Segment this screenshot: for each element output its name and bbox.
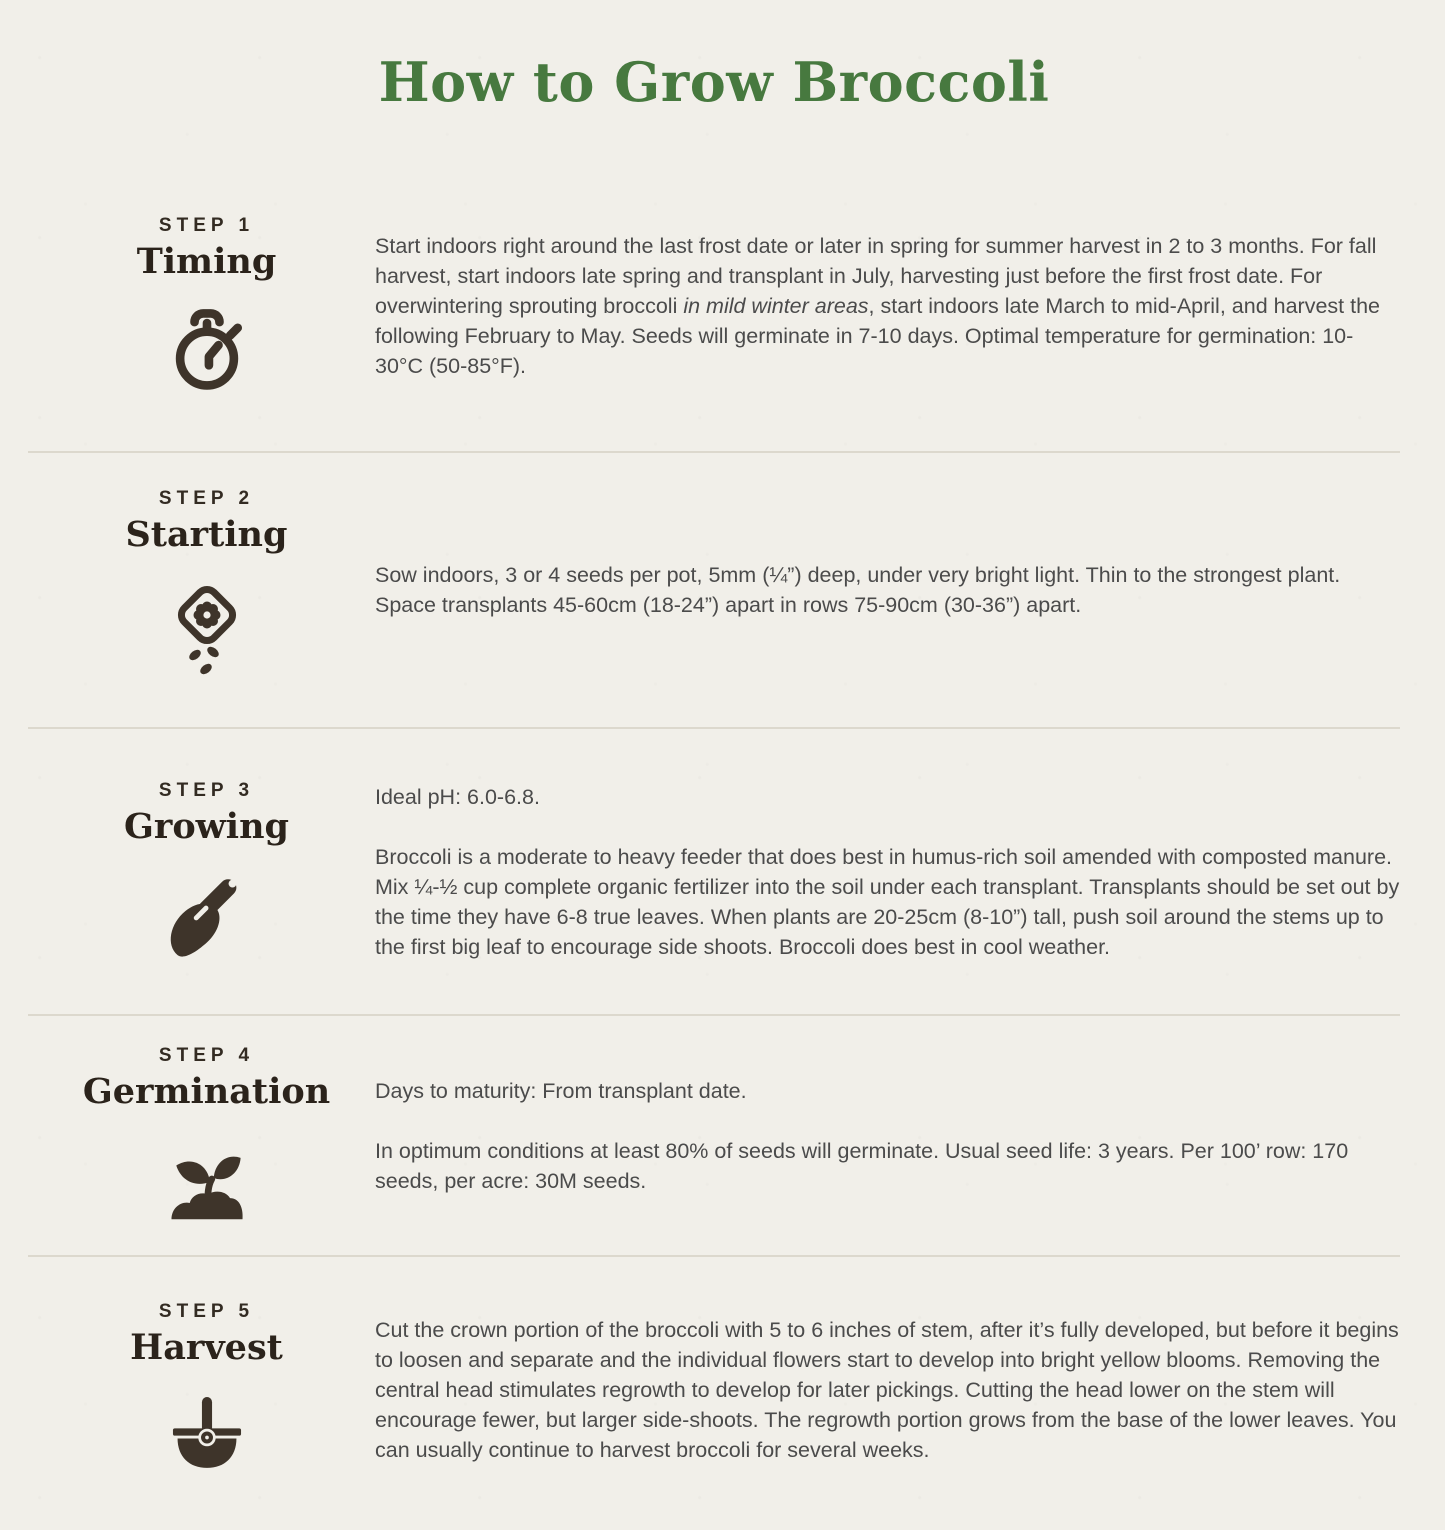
step-body-growing [375, 778, 1400, 966]
page-header [28, 0, 1400, 160]
sprout-icon [155, 1130, 259, 1226]
trowel-icon [158, 865, 256, 963]
step-body-germination [375, 1072, 1400, 1200]
step-body-harvest [375, 1311, 1400, 1469]
step-body-starting [375, 556, 1400, 624]
text-run-italic: in mild winter areas [683, 293, 869, 318]
seed-packet-icon [157, 573, 257, 693]
section-starting [28, 453, 1400, 729]
step-head-timing [28, 209, 375, 402]
section-harvest [28, 1257, 1400, 1522]
step-number-label: STEP 3 [158, 780, 255, 801]
step-head-germination [28, 1039, 375, 1232]
step-head-harvest [28, 1295, 375, 1484]
step-head-starting [28, 482, 375, 699]
paragraph: In optimum conditions at least 80% of seeds will germinate. Usual seed life: 3 years. Per 100’ row: 170 seeds, per acre: 30M seeds. [375, 1138, 1349, 1193]
step-number-label: STEP 2 [158, 487, 255, 509]
step-name: Harvest [130, 1327, 283, 1368]
step-number-label: STEP 4 [158, 1045, 255, 1066]
paragraph: Sow indoors, 3 or 4 seeds per pot, 5mm (¼”) deep, under very bright light. Thin to the strongest plant. Space transplants 45-60cm (18-24”) apart in rows 75-90cm (30-36”) apart. [375, 563, 1341, 617]
paragraph [375, 231, 1400, 381]
step-body-timing [375, 227, 1400, 385]
section-germination [28, 1016, 1400, 1257]
step-number-label: STEP 1 [158, 215, 255, 236]
section-growing [28, 729, 1400, 1016]
section-timing [28, 160, 1400, 453]
step-head-growing [28, 774, 375, 969]
step-number-label: STEP 5 [158, 1301, 255, 1322]
paragraph: Broccoli is a moderate to heavy feeder that does best in humus-rich soil amended with composted manure. Mix ¼-½ cup complete organic fertilizer into the soil under each transplant. Transplants should be set out by the time they have 6-8 true leaves. When plants are 20-25cm (8-10”) tall, push soil around the stems up to the first big leaf to encourage side shoots. Broccoli does best in cool weather. [375, 844, 1400, 959]
paragraph: Ideal pH: 6.0-6.8. [375, 784, 540, 809]
paragraph: Days to maturity: From transplant date. [375, 1078, 747, 1103]
text-run: Start indoors right around the last frost date or later in spring for summer harvest in 2 to 3 months. For fall harvest, start indoors late spring and transplant in July, harvesting just before the first frost date. For overwintering sprouting broccoli [375, 233, 1377, 318]
step-name: Starting [125, 513, 288, 555]
step-name: Growing [123, 806, 290, 847]
step-name: Germination [82, 1071, 331, 1112]
stopwatch-icon [159, 300, 255, 396]
page-title: How to Grow Broccoli [378, 50, 1050, 114]
text-run: , start indoors late March to mid-April, and harvest the following February to May. Seeds will germinate in 7-10 days. Optimal temperature for germination: 10-30°C (50-85°F). [375, 293, 1380, 378]
paragraph: Cut the crown portion of the broccoli with 5 to 6 inches of stem, after it’s fully developed, but before it begins to loosen and separate and the individual flowers start to develop into bright yellow blooms. Removing the central head stimulates regrowth to develop for later pickings. Cutting the head lower on the stem will encourage fewer, but larger side-shoots. The regrowth portion grows from the base of the lower leaves. You can usually continue to harvest broccoli for several weeks. [375, 1317, 1399, 1462]
step-name: Timing [136, 241, 277, 282]
basket-icon [159, 1386, 255, 1478]
